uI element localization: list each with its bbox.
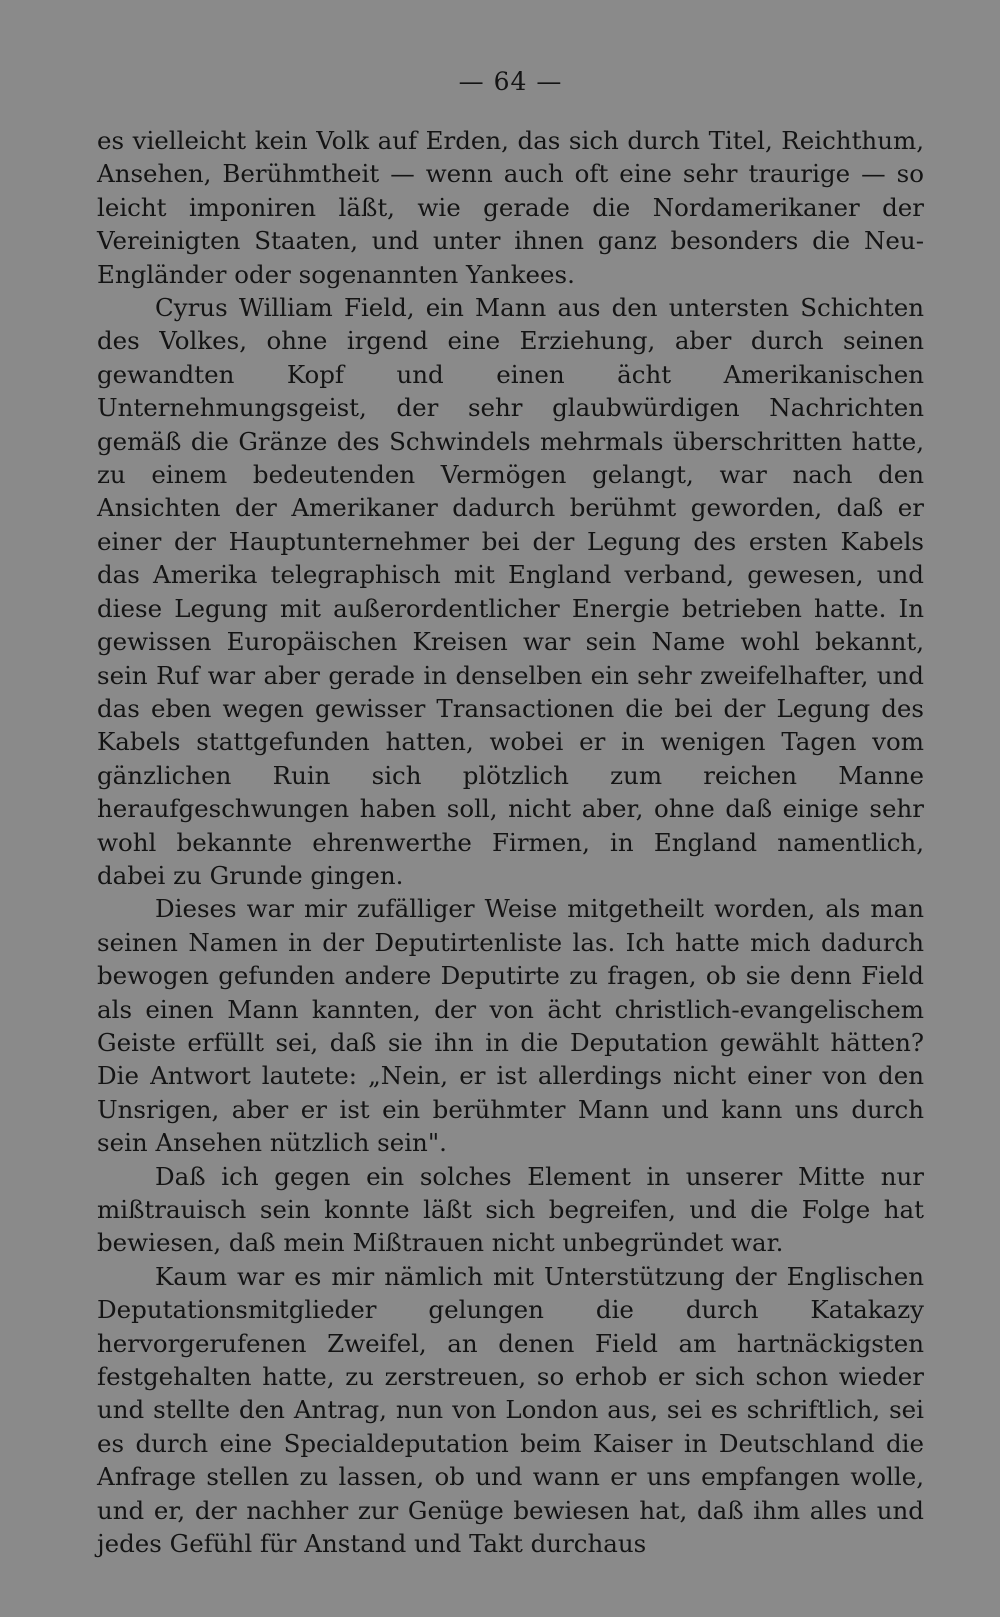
paragraph-1: es vielleicht kein Volk auf Erden, das sich durch Titel, Reichthum, Ansehen, Berühmtheit — wenn auch oft eine sehr traurige — so leicht imponiren läßt, wie gerade die Nordamerikaner der Vereinigten Staaten, und unter ihnen ganz besonders die Neu-Engländer oder sogenannten Yankees.: [97, 126, 924, 289]
paragraph-5: Kaum war es mir nämlich mit Unterstützung der Englischen Deputationsmitglieder gelungen die durch Katakazy hervorgerufenen Zweifel, an denen Field am hartnäckigsten festgehalten hatte, zu zerstreuen, so erhob er sich schon wieder und stellte den Antrag, nun von London aus, sei es schriftlich, sei es durch eine Specialdeputation beim Kaiser in Deutschland die Anfrage stellen zu lassen, ob und wann er uns empfangen wolle, und er, der nachher zur Genüge bewiesen hat, daß ihm alles und jedes Gefühl für Anstand und Takt durchaus: [97, 1261, 924, 1559]
body-text: [97, 124, 924, 1560]
paragraph-4: Daß ich gegen ein solches Element in unserer Mitte nur mißtrauisch sein konnte läßt sich begreifen, und die Folge hat bewiesen, daß mein Mißtrauen nicht unbegründet war.: [97, 1161, 924, 1258]
paragraph-2: Cyrus William Field, ein Mann aus den untersten Schichten des Volkes, ohne irgend eine Erziehung, aber durch seinen gewandten Kopf und einen ächt Amerikanischen Unternehmungsgeist, der sehr glaubwürdigen Nachrichten gemäß die Gränze des Schwindels mehrmals überschritten hatte, zu einem bedeutenden Vermögen gelangt, war nach den Ansichten der Amerikaner dadurch berühmt geworden, daß er einer der Hauptunternehmer bei der Legung des ersten Kabels das Amerika telegraphisch mit England verband, gewesen, und diese Legung mit außerordentlicher Energie betrieben hatte. In gewissen Europäischen Kreisen war sein Name wohl bekannt, sein Ruf war aber gerade in denselben ein sehr zweifelhafter, und das eben wegen gewisser Transactionen die bei der Legung des Kabels stattgefunden hatten, wobei er in wenigen Tagen vom gänzlichen Ruin sich plötzlich zum reichen Manne heraufgeschwungen haben soll, nicht aber, ohne daß einige sehr wohl bekannte ehrenwerthe Firmen, in England namentlich, dabei zu Grunde gingen.: [97, 293, 924, 890]
page-number: — 64 —: [458, 67, 563, 96]
paragraph-3: Dieses war mir zufälliger Weise mitgetheilt worden, als man seinen Namen in der Deputirtenliste las. Ich hatte mich dadurch bewogen gefunden andere Deputirte zu fragen, ob sie denn Field als einen Mann kannten, der von ächt christlich-evangelischem Geiste erfüllt sei, daß sie ihn in die Deputation gewählt hätten? Die Antwort lautete: „Nein, er ist allerdings nicht einer von den Unsrigen, aber er ist ein berühmter Mann und kann uns durch sein Ansehen nützlich sein".: [97, 894, 924, 1158]
